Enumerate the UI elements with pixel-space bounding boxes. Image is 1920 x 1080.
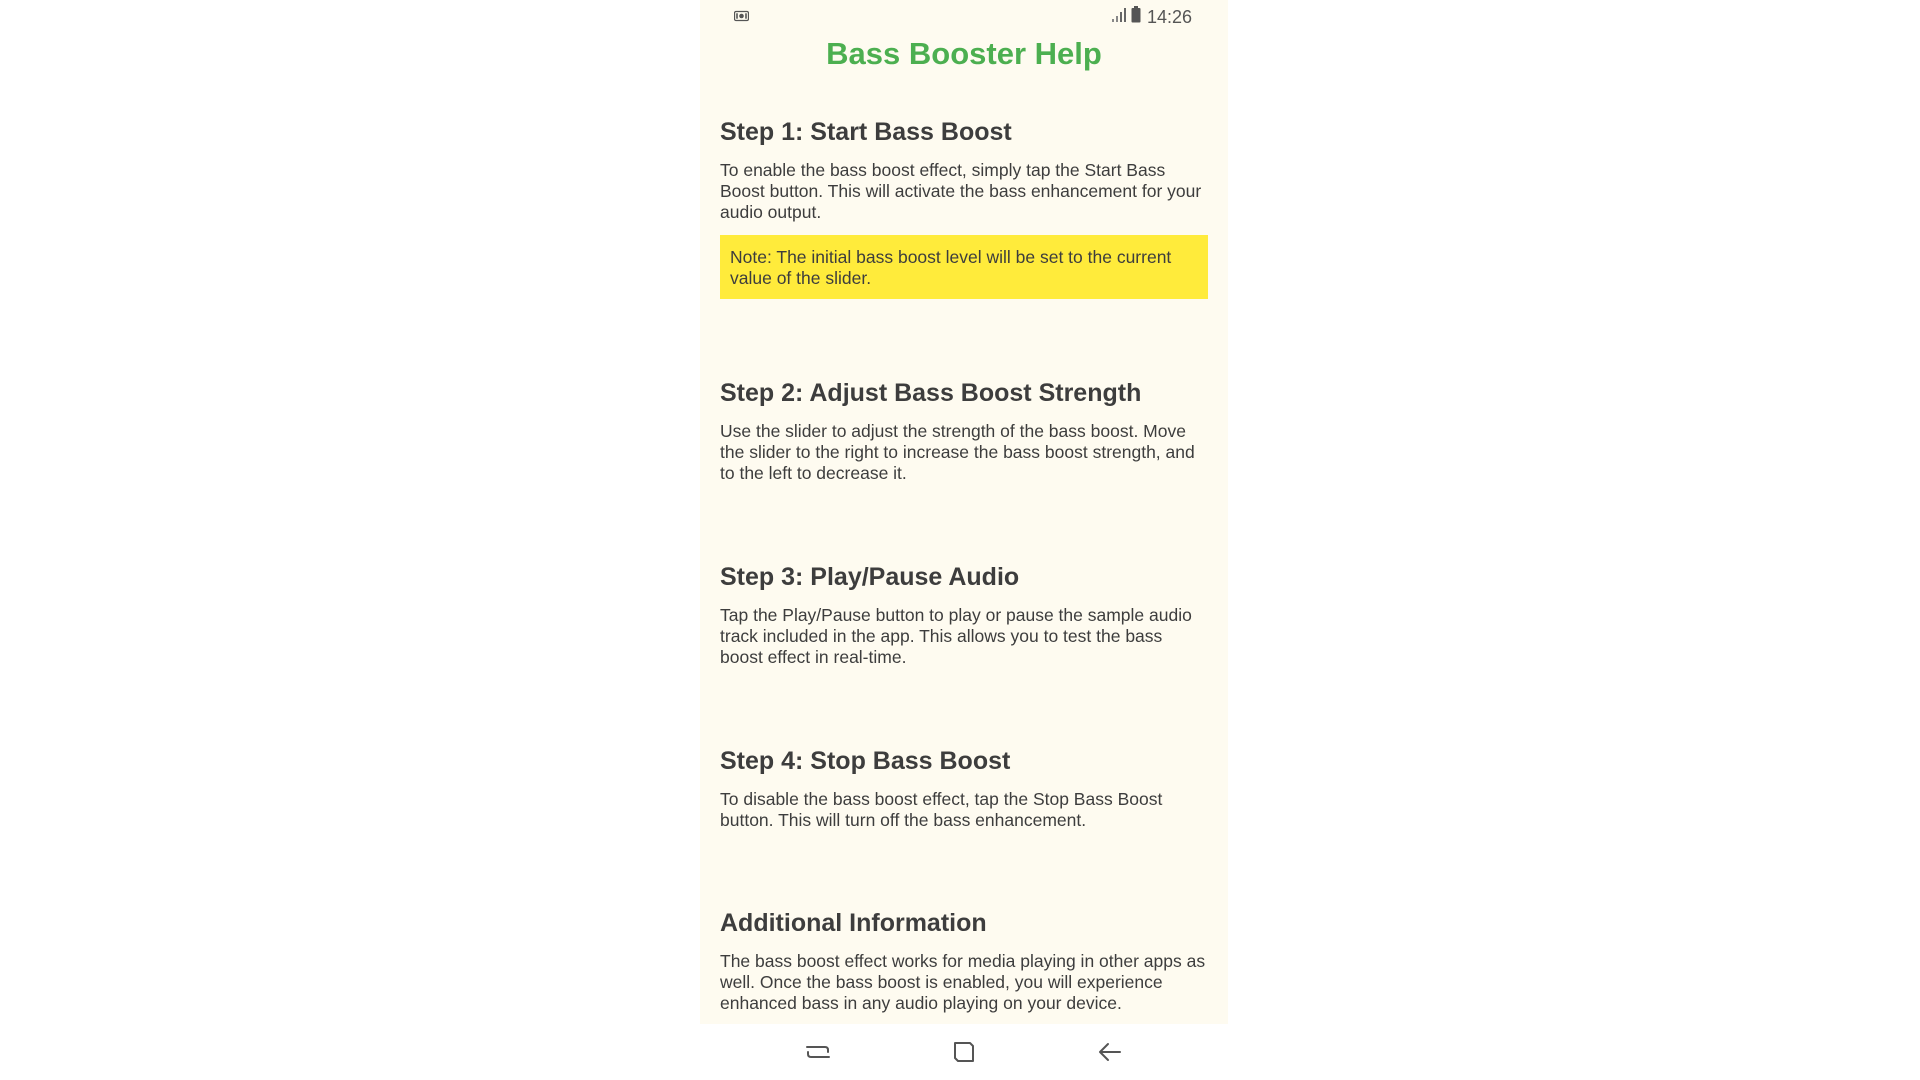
section-body: To enable the bass boost effect, simply tap the Start Bass Boost button. This will activate the bass enhancement for your audio output. [720,160,1202,222]
section-heading: Step 3: Play/Pause Audio [720,563,1020,591]
battery-icon [1131,6,1141,28]
signal-icon [1111,7,1127,28]
section-body: Tap the Play/Pause button to play or pause the sample audio track included in the app. This allows you to test the bass boost effect in real-time. [720,605,1192,667]
help-section-step-3 [720,561,1208,668]
help-section-step-1 [720,116,1208,299]
phone-screen [700,0,1228,1080]
note-box: Note: The initial bass boost level will be set to the current value of the slider. [720,235,1208,299]
help-section-additional-info [720,907,1208,1014]
section-heading: Step 4: Stop Bass Boost [720,747,1011,775]
help-section-step-4 [720,745,1208,831]
home-icon[interactable] [950,1038,978,1066]
section-body: Use the slider to adjust the strength of the bass boost. Move the slider to the right to increase the bass boost strength, and to the left to decrease it. [720,421,1195,483]
navigation-bar [700,1024,1228,1080]
screen-recorder-icon [734,9,749,21]
status-bar [700,0,1228,34]
section-heading: Additional Information [720,909,987,937]
section-heading: Step 1: Start Bass Boost [720,118,1012,146]
status-icons [1111,6,1192,28]
recents-icon[interactable] [804,1038,832,1066]
section-body: The bass boost effect works for media playing in other apps as well. Once the bass boost is enabled, you will experience enhanced bass in any audio playing on your device. [720,951,1206,1013]
help-section-step-2 [720,377,1208,484]
back-icon[interactable] [1096,1038,1124,1066]
page-title: Bass Booster Help [826,36,1102,71]
section-heading: Step 2: Adjust Bass Boost Strength [720,379,1142,407]
section-body: To disable the bass boost effect, tap the Stop Bass Boost button. This will turn off the bass enhancement. [720,789,1163,830]
status-time: 14:26 [1146,6,1192,27]
help-content[interactable] [700,34,1228,1024]
